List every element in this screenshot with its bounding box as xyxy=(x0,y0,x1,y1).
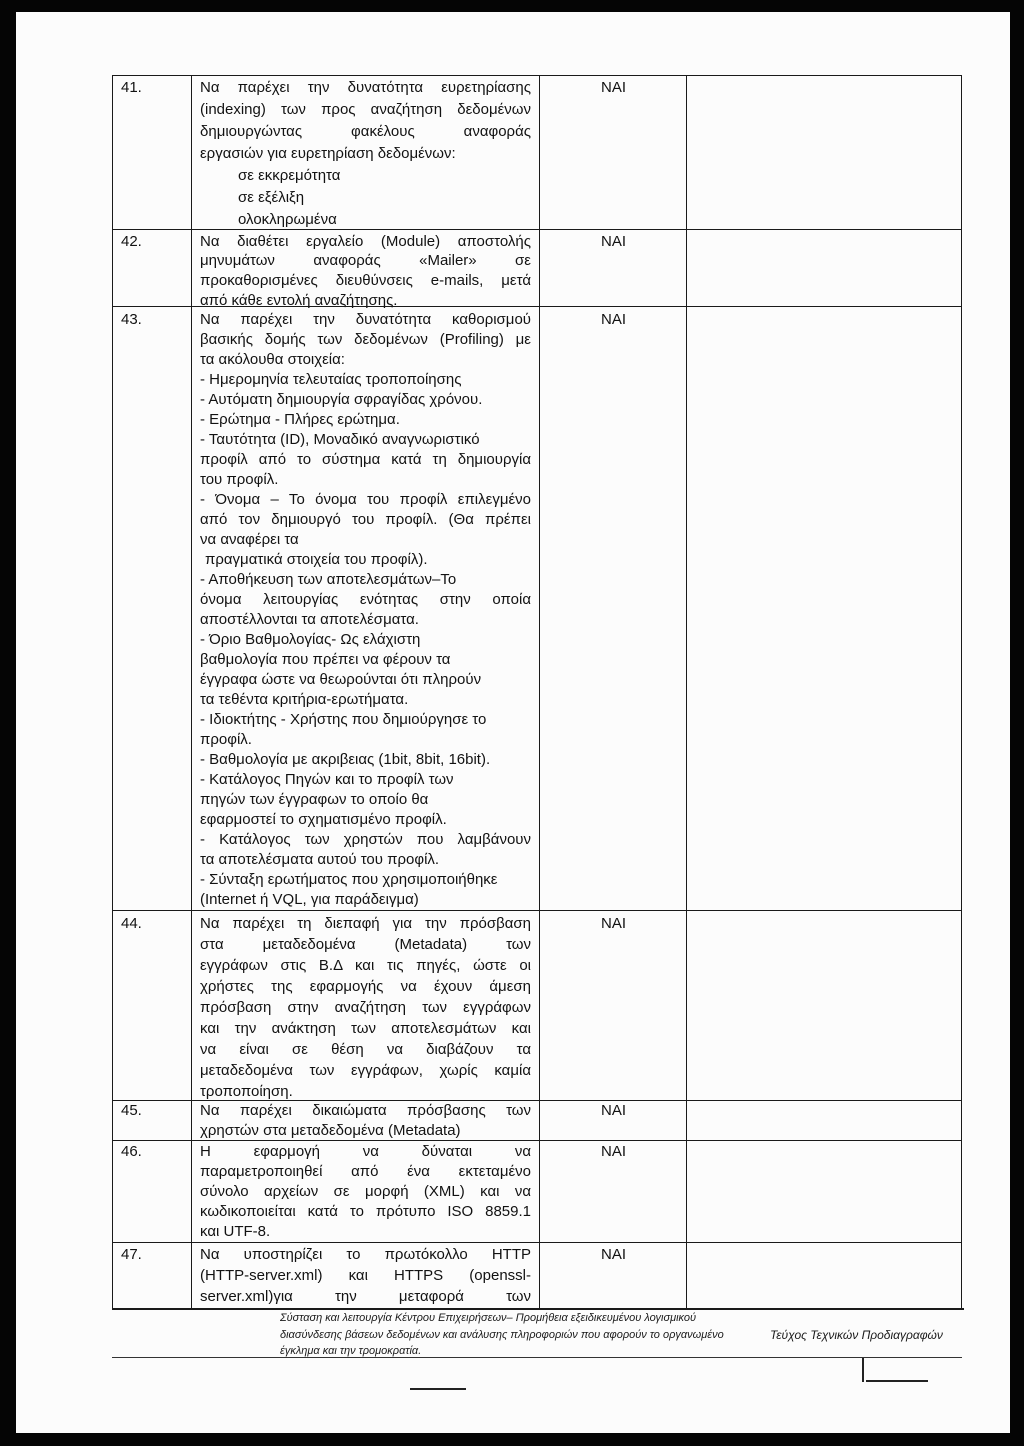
requirement-text xyxy=(193,1243,540,1308)
requirement-line: - Όριο Βαθμολογίας- Ως ελάχιστη xyxy=(200,631,421,648)
compliance-value: ΝΑΙ xyxy=(541,76,687,229)
requirement-line: - Ημερομηνία τελευταίας τροποποίησης xyxy=(200,371,462,388)
requirement-line: - Σύνταξη ερωτήματος που χρησιμοποιήθηκε xyxy=(200,871,498,888)
requirement-line: τα τεθέντα κριτήρια-ερωτήματα. xyxy=(200,691,409,708)
requirement-line: - Κατάλογος των χρηστών που λαμβάνουν xyxy=(200,831,531,848)
footer-project-line: Σύσταση και λειτουργία Κέντρου Επιχειρήσεων– Προμήθεια εξειδικευμένου λογισμικού xyxy=(280,1312,697,1324)
requirement-text xyxy=(193,76,540,229)
requirement-line: από τον δημιουργό του προφίλ. (Θα πρέπει xyxy=(200,511,531,528)
requirement-text xyxy=(193,911,540,1100)
requirement-line: - Όνομα – Το όνομα του προφίλ επιλεγμένο xyxy=(200,491,531,508)
compliance-value: ΝΑΙ xyxy=(541,1101,687,1140)
requirement-line: να αναφέρει τα xyxy=(200,531,299,548)
sub-item: ολοκληρωμένα xyxy=(238,211,337,228)
requirement-line: βαθμολογία που πρέπει να φέρουν τα xyxy=(200,651,451,668)
requirement-line: του προφίλ. xyxy=(200,471,279,488)
requirement-line: - Κατάλογος Πηγών και το προφίλ των xyxy=(200,771,454,788)
requirement-line: κωδικοποιείται κατά το πρότυπο ISO 8859.1 xyxy=(200,1203,531,1221)
footer-project-title xyxy=(280,1310,724,1360)
requirement-text xyxy=(193,307,540,910)
footer-bottom-rule xyxy=(112,1357,962,1358)
requirement-line: εγγράφων στις Β.Δ και τις πηγές, ώστε οι xyxy=(200,956,531,974)
requirement-line: Η εφαρμογή να δύναται να xyxy=(200,1142,531,1160)
footer-document-title: Τεύχος Τεχνικών Προδιαγραφών xyxy=(770,1328,943,1342)
requirement-line: έγγραφα ώστε να θεωρούνται ότι πληρούν xyxy=(200,671,482,688)
sub-item: σε εκκρεμότητα xyxy=(238,167,341,184)
requirement-line: (HTTP-server.xml) και HTTPS (openssl- xyxy=(200,1266,531,1284)
compliance-value: ΝΑΙ xyxy=(541,307,687,910)
requirement-line: να είναι σε θέση να διαβάζουν τα xyxy=(200,1040,531,1058)
requirement-line: δημιουργώντας φακέλους αναφοράς xyxy=(200,123,531,140)
footer-project-line: έγκλημα και την τρομοκρατία. xyxy=(280,1345,422,1357)
requirement-line: τα ακόλουθα στοιχεία: xyxy=(200,351,345,368)
response-cell xyxy=(688,76,961,229)
row-number: 45. xyxy=(113,1101,192,1140)
requirement-line: μηνυμάτων αναφοράς «Mailer» σε xyxy=(200,252,531,270)
specifications-table xyxy=(112,75,962,1308)
requirement-text xyxy=(193,230,540,309)
requirement-line: όνομα λειτουργίας ενότητας στην οποία xyxy=(200,591,531,608)
requirement-line: εργασιών για ευρετηρίαση δεδομένων: xyxy=(200,145,456,162)
requirement-line: Να παρέχει δικαιώματα πρόσβασης των xyxy=(200,1102,531,1119)
response-cell xyxy=(688,911,961,1100)
row-number: 42. xyxy=(113,230,192,306)
requirement-line: εφαρμοστεί το σχηματισμένο προφίλ. xyxy=(200,811,447,828)
requirement-line: (indexing) των προς αναζήτηση δεδομένων xyxy=(200,101,531,118)
requirement-line: αποστέλλονται τα αποτελέσματα. xyxy=(200,611,419,628)
requirement-line: και την ανάκτηση των αποτελεσμάτων και xyxy=(200,1019,531,1037)
requirement-line: βασικής δομής των δεδομένων (Profiling) με xyxy=(200,331,531,348)
requirement-row xyxy=(112,1140,962,1242)
response-cell xyxy=(688,230,961,306)
requirement-line: προφίλ. xyxy=(200,731,252,748)
scan-mark xyxy=(410,1388,466,1390)
requirement-line: - Αυτόματη δημιουργία σφραγίδας χρόνου. xyxy=(200,391,483,408)
requirement-text xyxy=(193,1141,540,1242)
requirement-line: - Αποθήκευση των αποτελεσμάτων–Το xyxy=(200,571,457,588)
scan-mark xyxy=(862,1358,864,1382)
row-number: 44. xyxy=(113,911,192,1100)
row-number: 46. xyxy=(113,1141,192,1242)
requirement-line: τροποποίηση. xyxy=(200,1082,293,1100)
requirement-line: από κάθε εντολή αναζήτησης. xyxy=(200,291,398,309)
requirement-row xyxy=(112,306,962,910)
row-number: 41. xyxy=(113,76,192,229)
requirement-line: Να παρέχει τη διεπαφή για την πρόσβαση xyxy=(200,914,531,932)
requirement-line: Να διαθέτει εργαλείο (Module) αποστολής xyxy=(200,232,531,250)
compliance-value: ΝΑΙ xyxy=(541,230,687,306)
requirement-line: Να υποστηρίζει το πρωτόκολλο HTTP xyxy=(200,1245,531,1263)
requirement-line: χρήστες της εφαρμογής να έχουν άμεση xyxy=(200,977,531,995)
requirement-row xyxy=(112,75,962,229)
compliance-value: ΝΑΙ xyxy=(541,1141,687,1242)
requirement-row xyxy=(112,1100,962,1140)
requirement-line: παραμετροποιηθεί από ένα εκτεταμένο xyxy=(200,1162,531,1180)
requirement-line: πηγών των έγγραφων το οποίο θα xyxy=(200,791,429,808)
requirement-line: χρηστών στα μεταδεδομένα (Metadata) xyxy=(200,1122,461,1139)
requirement-line: - Βαθμολογία με ακριβειας (1bit, 8bit, 16bit). xyxy=(200,751,491,768)
requirement-row xyxy=(112,910,962,1100)
requirement-line: (Internet ή VQL, για παράδειγμα) xyxy=(200,891,419,908)
sub-item: σε εξέλιξη xyxy=(238,189,305,206)
requirement-line: προφίλ από το σύστημα κατά τη δημιουργία xyxy=(200,451,531,468)
response-cell xyxy=(688,1141,961,1242)
response-cell xyxy=(688,1243,961,1308)
row-number: 47. xyxy=(113,1243,192,1308)
requirement-text xyxy=(193,1101,540,1140)
compliance-value: ΝΑΙ xyxy=(541,911,687,1100)
requirement-row xyxy=(112,229,962,309)
compliance-value: ΝΑΙ xyxy=(541,1243,687,1308)
requirement-line: - Ιδιοκτήτης - Χρήστης που δημιούργησε το xyxy=(200,711,487,728)
requirement-line: πραγματικά στοιχεία του προφίλ). xyxy=(205,551,428,568)
requirement-line: μεταδεδομένα των εγγράφων, χωρίς καμία xyxy=(200,1061,531,1079)
requirement-line: και UTF-8. xyxy=(200,1223,271,1241)
requirement-line: server.xml)για την μεταφορά των xyxy=(200,1287,531,1305)
requirement-line: προκαθορισμένες διευθύνσεις e-mails, μετά xyxy=(200,271,531,289)
requirement-line: Να παρέχει την δυνατότητα ευρετηρίασης xyxy=(200,79,531,96)
requirement-line: - Ταυτότητα (ID), Μοναδικό αναγνωριστικό xyxy=(200,431,480,448)
response-cell xyxy=(688,1101,961,1140)
scan-mark xyxy=(866,1380,928,1382)
requirement-line: τα αποτελέσματα αυτού του προφίλ. xyxy=(200,851,440,868)
requirement-line: Να παρέχει την δυνατότητα καθορισμού xyxy=(200,311,531,328)
row-number: 43. xyxy=(113,307,192,910)
footer-project-line: διασύνδεσης βάσεων δεδομένων και ανάλυσης πληροφοριών που αφορούν το οργανωμένο xyxy=(280,1328,724,1341)
response-cell xyxy=(688,307,961,910)
requirement-row xyxy=(112,1242,962,1308)
requirement-line: πρόσβαση στην αναζήτηση των εγγράφων xyxy=(200,998,531,1016)
requirement-line: - Ερώτημα - Πλήρες ερώτημα. xyxy=(200,411,400,428)
requirement-line: στα μεταδεδομένα (Metadata) των xyxy=(200,935,531,953)
requirement-line: σύνολο αρχείων σε μορφή (XML) και να xyxy=(200,1182,531,1200)
